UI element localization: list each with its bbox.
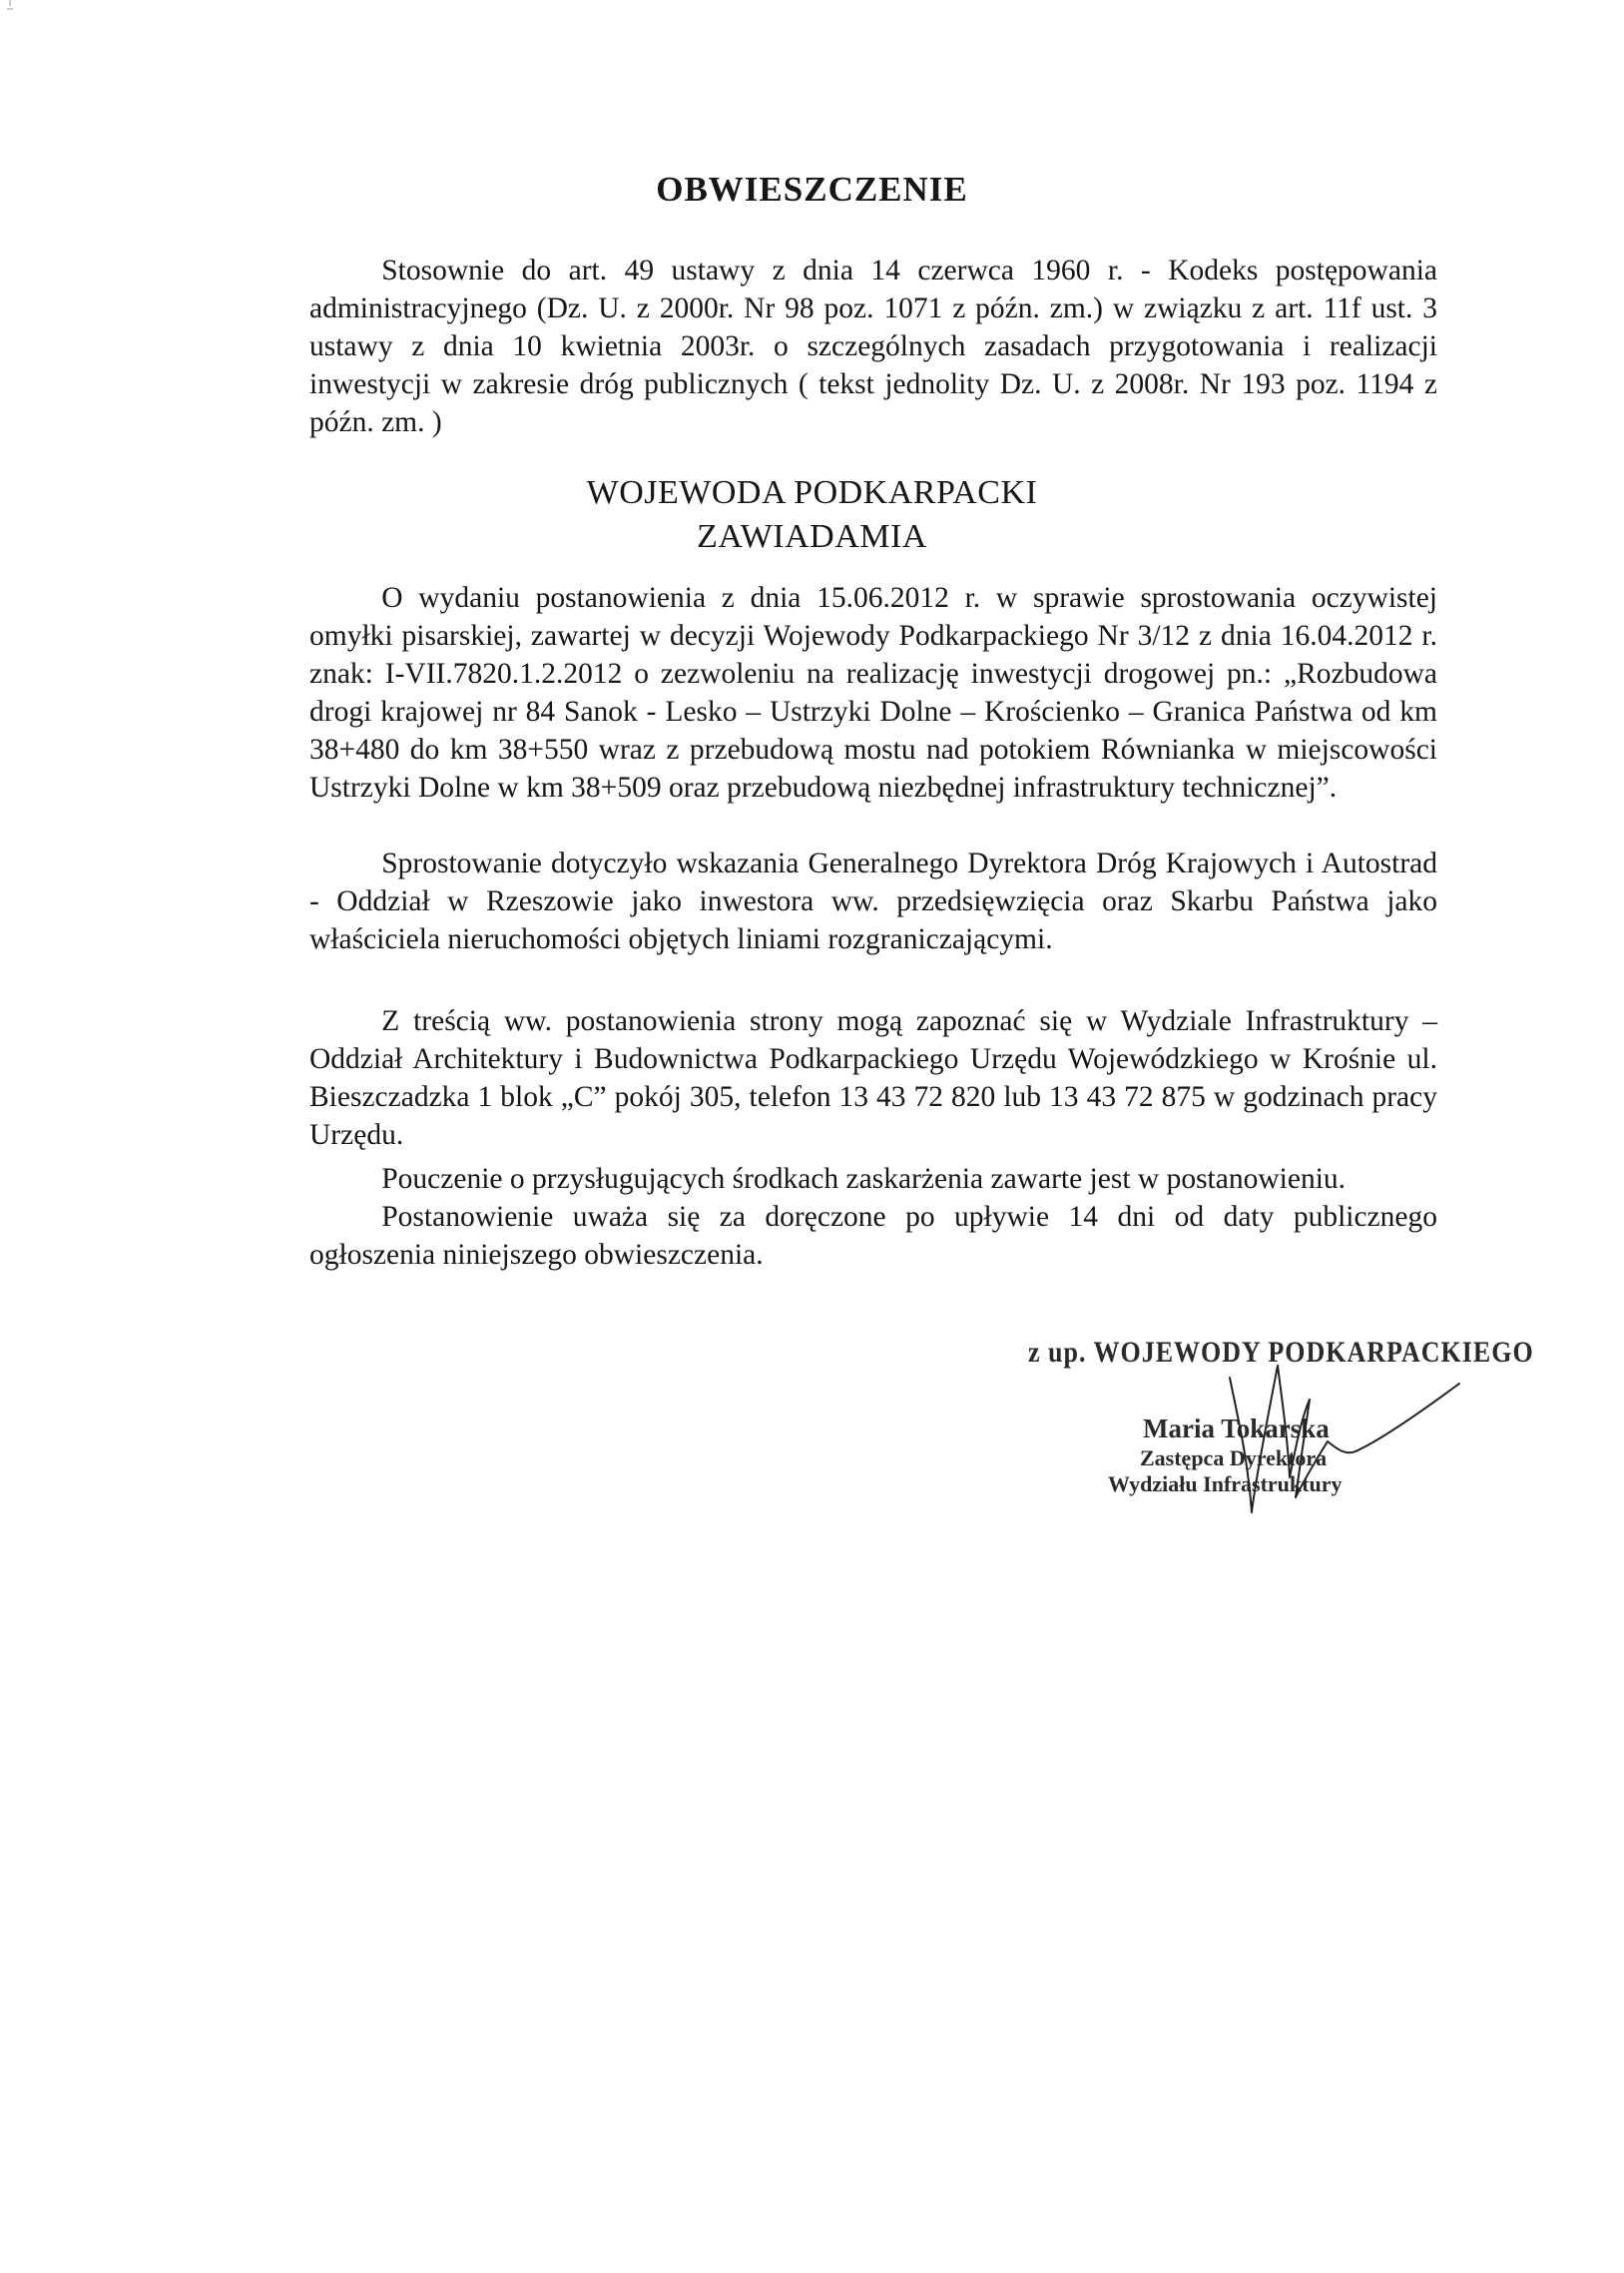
access-info-paragraph: Z treścią ww. postanowienia strony mogą zapoznać się w Wydziale Infrastruktury – Oddział Architektury i Budownictwa Podkarpackiego Urzędu Wojewódzkiego w Krośnie ul. Bieszczadzka 1 blok „C” pokój 305, telefon 13 43 72 820 lub 13 43 72 875 w godzinach pracy Urzędu. [309,1005,1437,1151]
handwritten-signature [1178,1338,1467,1537]
scan-artifact-mark [6,0,14,14]
authority-action: ZAWIADAMIA [697,518,927,555]
appeal-info-paragraph: Pouczenie o przysługujących środkach zaskarżenia zawarte jest w postanowieniu. [381,1163,1347,1195]
stamp-department: Wydziału Infrastruktury [1108,1471,1343,1496]
document-title: OBWIESZCZENIE [656,170,968,209]
stamp-authorization-line: z up. WOJEWODY PODKARPACKIEGO [1028,1335,1534,1370]
delivery-info-paragraph: Postanowienie uważa się za doręczone po upływie 14 dni od daty publicznego ogłoszenia niniejszego obwieszczenia. [309,1201,1437,1271]
stamp-signatory-name: Maria Tokarska [1143,1414,1330,1443]
authority-name: WOJEWODA PODKARPACKI [586,474,1038,511]
stamp-signatory-role: Zastępca Dyrektora [1140,1445,1328,1470]
decision-paragraph: O wydaniu postanowienia z dnia 15.06.2012 r. w sprawie sprostowania oczywistej omyłki pisarskiej, zawartej w decyzji Wojewody Podkarpackiego Nr 3/12 z dnia 16.04.2012 r. znak: I-VII.7820.1.2.2012 o zezwoleniu na realizację inwestycji drogowej pn.: „Rozbudowa drogi krajowej nr 84 Sanok - Lesko – Ustrzyki Dolne – Krościenko – Granica Państwa od km 38+480 do km 38+550 wraz z przebudową mostu nad potokiem Równianka w miejscowości Ustrzyki Dolne w km 38+509 oraz przebudową niezbędnej infrastruktury technicznej”. [309,582,1437,804]
correction-paragraph: Sprostowanie dotyczyło wskazania Generalnego Dyrektora Dróg Krajowych i Autostrad - Oddział w Rzeszowie jako inwestora ww. przedsięwzięcia oraz Skarbu Państwa jako właściciela nieruchomości objętych liniami rozgraniczającymi. [309,848,1437,955]
legal-basis-paragraph: Stosownie do art. 49 ustawy z dnia 14 czerwca 1960 r. - Kodeks postępowania administracyjnego (Dz. U. z 2000r. Nr 98 poz. 1071 z późn. zm.) w związku z art. 11f ust. 3 ustawy z dnia 10 kwietnia 2003r. o szczególnych zasadach przygotowania i realizacji inwestycji w zakresie dróg publicznych ( tekst jednolity Dz. U. z 2008r. Nr 193 poz. 1194 z późn. zm. ) [309,255,1437,438]
